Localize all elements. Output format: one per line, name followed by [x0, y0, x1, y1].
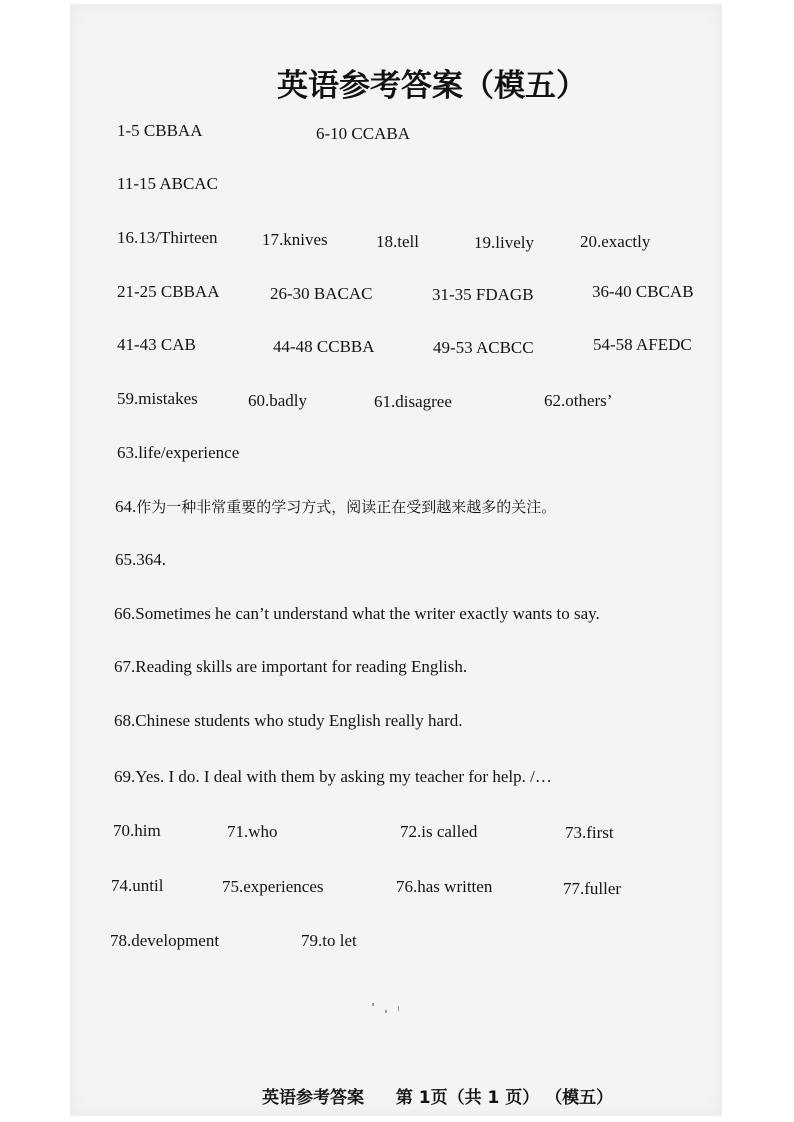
answer-31-35: 31-35 FDAGB [432, 285, 534, 304]
answer-18: 18.tell [376, 232, 419, 251]
footer-doc-title: 英语参考答案 [262, 1088, 364, 1108]
answer-74: 74.until [111, 876, 164, 895]
answer-41-43: 41-43 CAB [117, 335, 196, 354]
answer-79: 79.to let [301, 931, 357, 950]
answer-64 [115, 496, 556, 517]
answer-64-translation: 作为一种非常重要的学习方式，阅读正在受到越来越多的关注。 [136, 498, 557, 516]
answer-64-number: 64. [115, 497, 137, 516]
answer-19: 19.lively [474, 233, 534, 252]
answer-68: 68.Chinese students who study English really hard. [114, 711, 463, 730]
answer-21-25: 21-25 CBBAA [117, 282, 220, 301]
answer-20: 20.exactly [580, 232, 651, 251]
answer-6-10: 6-10 CCABA [316, 124, 410, 143]
answer-69: 69.Yes. I do. I deal with them by asking my teacher for help. /… [114, 767, 552, 786]
answer-71: 71.who [227, 822, 278, 841]
answer-66: 66.Sometimes he can’t understand what the writer exactly wants to say. [114, 604, 600, 623]
answer-72: 72.is called [400, 822, 478, 841]
answer-75: 75.experiences [222, 877, 324, 896]
answer-73: 73.first [565, 823, 614, 842]
page-footer [262, 1083, 613, 1108]
answer-67: 67.Reading skills are important for reading English. [114, 657, 468, 676]
answer-62: 62.others’ [544, 391, 613, 410]
scan-speck [385, 1010, 387, 1013]
footer-page-number: 第 1页（共 1 页） [395, 1088, 540, 1108]
answer-59: 59.mistakes [117, 389, 198, 408]
answer-11-15: 11-15 ABCAC [117, 174, 218, 193]
answer-76: 76.has written [396, 877, 493, 896]
answer-70: 70.him [113, 821, 161, 840]
answer-44-48: 44-48 CCBBA [273, 337, 375, 356]
scan-speck [398, 1006, 399, 1011]
answer-17: 17.knives [262, 230, 328, 249]
page-title: 英语参考答案（模五） [277, 68, 587, 104]
answer-49-53: 49-53 ACBCC [433, 338, 534, 357]
answer-77: 77.fuller [563, 879, 622, 898]
answer-16: 16.13/Thirteen [117, 228, 218, 247]
answer-63: 63.life/experience [117, 443, 240, 462]
answer-78: 78.development [110, 931, 220, 950]
answer-60: 60.badly [248, 391, 308, 410]
answer-65: 65.364. [115, 550, 166, 569]
answer-26-30: 26-30 BACAC [270, 284, 373, 303]
scan-speck [372, 1003, 374, 1006]
answer-61: 61.disagree [374, 392, 452, 411]
footer-set-label: （模五） [545, 1088, 614, 1108]
answer-54-58: 54-58 AFEDC [593, 335, 692, 354]
answer-1-5: 1-5 CBBAA [117, 121, 203, 140]
answer-36-40: 36-40 CBCAB [592, 282, 694, 301]
